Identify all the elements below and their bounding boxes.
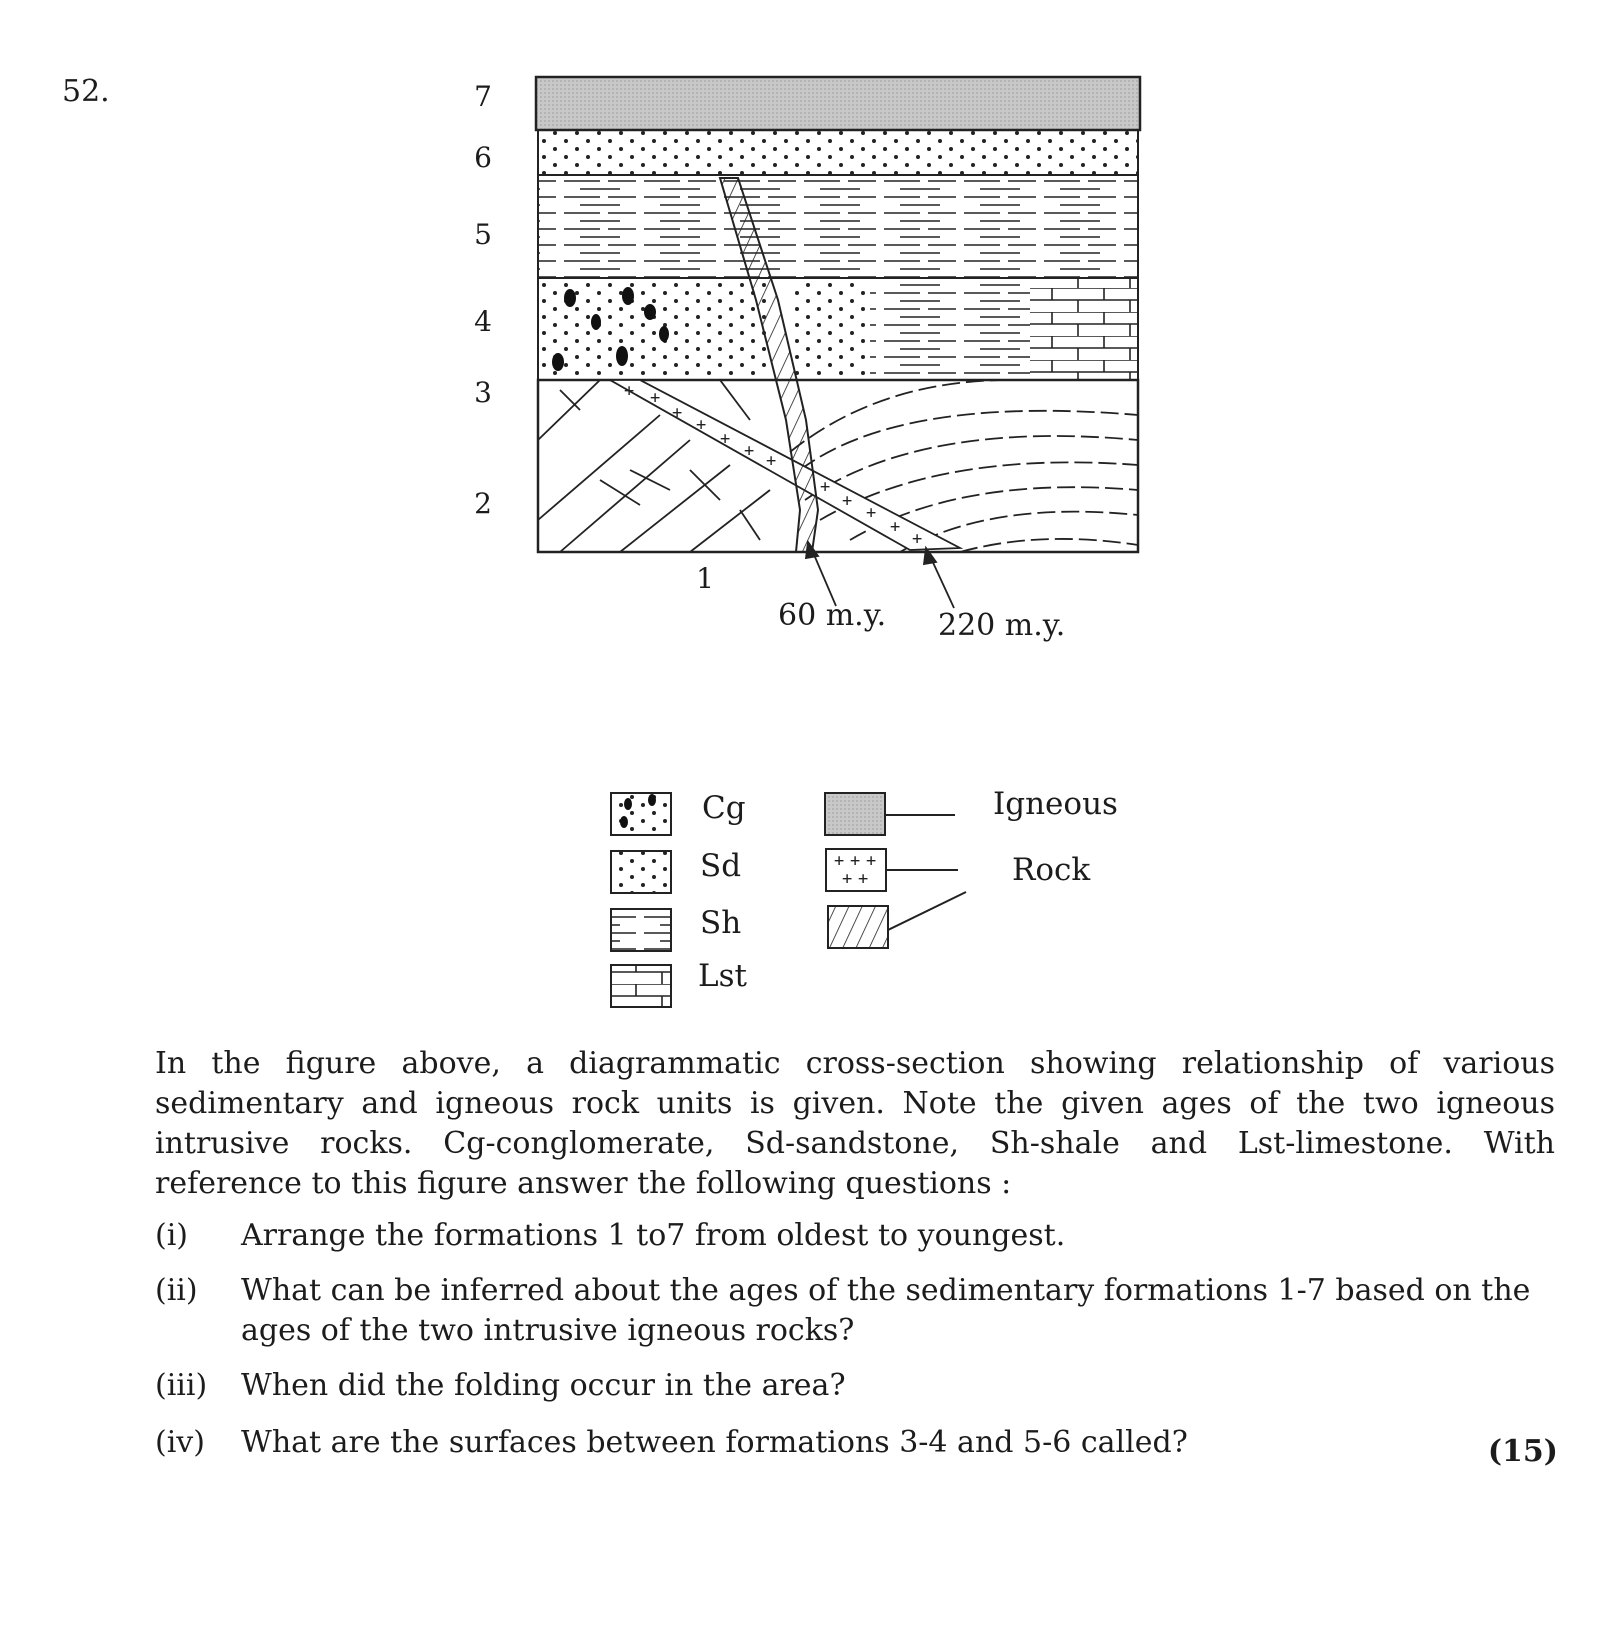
question-i-number: (i)	[155, 1218, 189, 1253]
svg-text:+: +	[834, 851, 845, 871]
legend-label-lst: Lst	[698, 958, 747, 994]
svg-text:+: +	[866, 503, 877, 523]
layer-number-1: 1	[696, 562, 714, 595]
svg-text:+: +	[720, 429, 731, 449]
svg-text:+: +	[850, 851, 861, 871]
layers-2-3-folded	[538, 380, 1138, 552]
age-label-60: 60 m.y.	[778, 598, 887, 633]
svg-text:+: +	[890, 517, 901, 537]
svg-text:+: +	[766, 451, 777, 471]
question-iv-number: (iv)	[155, 1425, 205, 1460]
legend-label-sh: Sh	[700, 905, 742, 941]
svg-text:+: +	[912, 529, 923, 549]
svg-text:+: +	[744, 441, 755, 461]
layer-6-sandstone	[538, 130, 1138, 175]
legend-box-igneous-hatch	[828, 906, 888, 948]
svg-text:+: +	[858, 869, 869, 889]
marks: (15)	[1487, 1434, 1558, 1469]
layer-4-mixed	[538, 278, 1138, 380]
layer-number-3: 3	[474, 376, 492, 409]
svg-text:+: +	[650, 388, 661, 408]
svg-text:+: +	[696, 415, 707, 435]
legend-box-sd	[611, 851, 671, 893]
svg-text:+: +	[624, 381, 635, 401]
legend-box-igneous-gray	[825, 793, 885, 835]
layer-7-igneous-cap	[536, 77, 1140, 130]
layer-number-4: 4	[474, 305, 492, 338]
legend-box-cg	[611, 793, 671, 835]
legend-label-cg: Cg	[702, 790, 746, 826]
question-number: 52.	[62, 74, 110, 109]
legend-label-sd: Sd	[700, 848, 742, 884]
question-iii-number: (iii)	[155, 1368, 208, 1403]
question-ii-number: (ii)	[155, 1273, 198, 1308]
question-ii-text: What can be inferred about the ages of the sedimentary formations 1-7 based on the ages of the two intrusive igneous rocks?	[241, 1273, 1531, 1348]
svg-text:+: +	[672, 403, 683, 423]
svg-text:+: +	[842, 869, 853, 889]
legend-box-lst	[611, 965, 671, 1007]
svg-text:+: +	[866, 851, 877, 871]
layer-number-6: 6	[474, 141, 492, 174]
layer-5-shale	[538, 175, 1138, 278]
legend-label-igneous: Igneous	[993, 786, 1118, 822]
layer-number-2: 2	[474, 487, 492, 520]
layer-number-5: 5	[474, 218, 492, 251]
legend-boxes	[611, 793, 966, 1007]
question-iv-text: What are the surfaces between formations 3-4 and 5-6 called?	[241, 1425, 1188, 1460]
age-label-220: 220 m.y.	[938, 608, 1066, 643]
question-iii-text: When did the folding occur in the area?	[241, 1368, 846, 1403]
legend-label-rock: Rock	[1012, 852, 1091, 888]
svg-text:+: +	[842, 491, 853, 511]
layer-number-7: 7	[474, 80, 492, 113]
question-i-text: Arrange the formations 1 to7 from oldest to youngest.	[241, 1218, 1066, 1253]
svg-text:+: +	[820, 477, 831, 497]
question-paragraph: In the figure above, a diagrammatic cross-section showing relationship of various sedimentary and igneous rock units is given. Note the given ages of the two igneous intrusive rocks. Cg-conglomerate, Sd-sandstone, Sh-shale and Lst-limestone. With reference to this figure answer the following questions :	[155, 1046, 1555, 1201]
legend-box-sh	[611, 909, 671, 951]
